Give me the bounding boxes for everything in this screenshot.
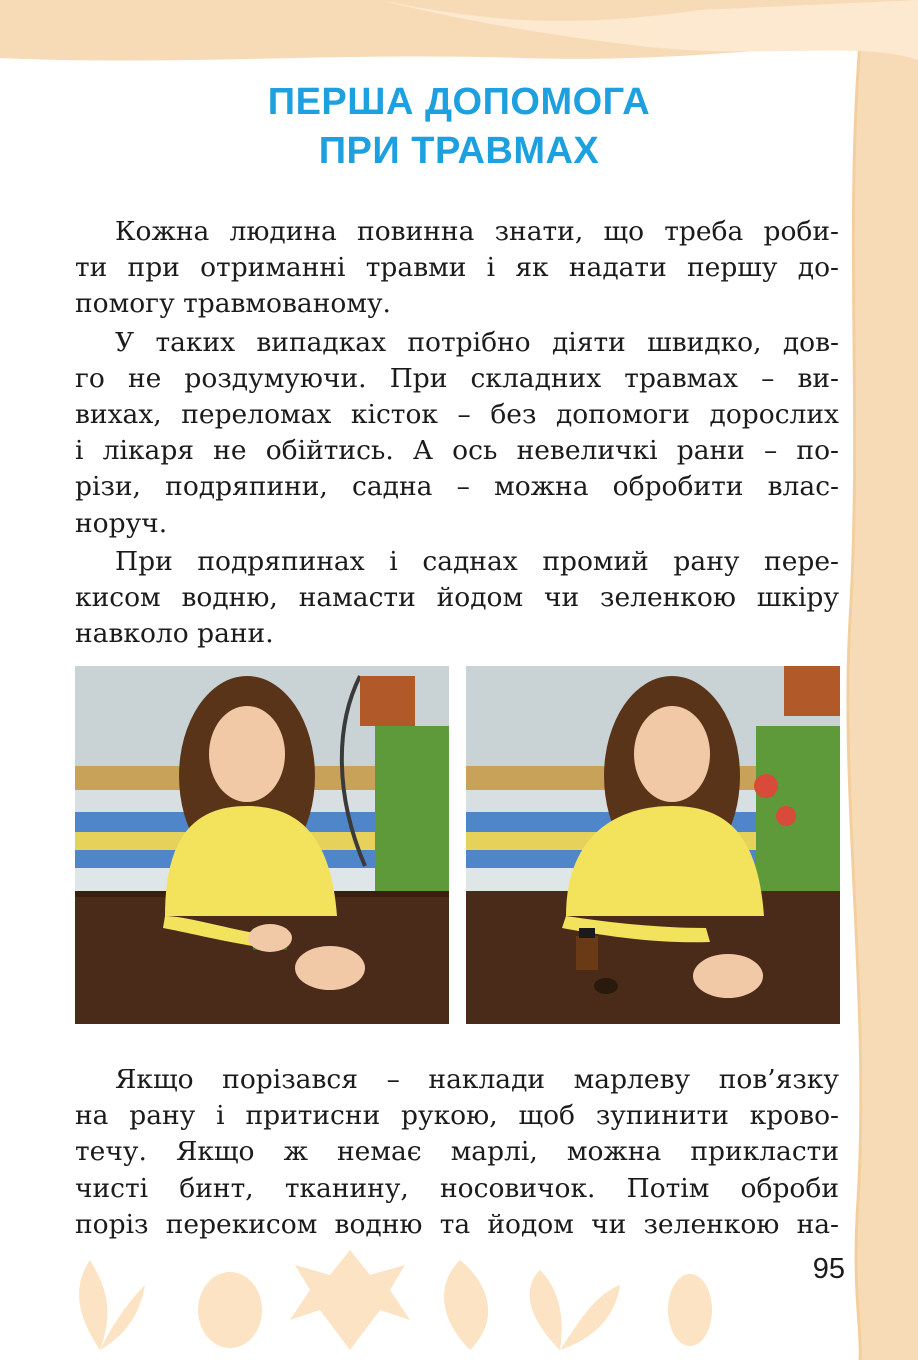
title-line-2: ПРИ ТРАВМАХ [318,130,600,172]
text-upper [75,214,839,654]
page-number: 95 [812,1253,845,1285]
page-title [0,78,918,176]
leaf-icon [79,1260,145,1350]
leaf-icon [668,1274,712,1346]
text-line: чисті бинт, тканину, носовичок. Потім оброби [75,1172,839,1204]
leaf-icon [444,1260,488,1350]
text-line: на рану і притисни рукою, щоб зупинити крово- [75,1100,839,1132]
title-line-1: ПЕРША ДОПОМОГА [267,81,651,123]
text-line: і лікаря не обійтись. А ось невеличкі рани – по- [75,435,839,467]
text-line: норуч. [75,507,168,539]
text-line: го не роздумуючи. При складних травмах – ви- [75,362,839,394]
text-line: При подряпинах і саднах промий рану пере- [115,545,839,577]
paragraph-2 [75,325,839,542]
text-line: поріз перекисом водню та йодом чи зеленкою на- [75,1208,839,1240]
text-line: ти при отриманні травми і як надати першу до- [75,252,839,284]
text-line: помогу травмованому. [75,288,391,320]
text-line: різи, подряпини, садна – можна обробити влас- [75,471,839,503]
text-line: Якщо порізався – наклади марлеву пов’язку [115,1064,839,1095]
leaf-icon [198,1272,262,1348]
paragraph-3 [75,544,839,653]
text-line: кисом водню, намасти йодом чи зеленкою шкіру [75,581,839,613]
text-line: навколо рани. [75,618,274,650]
text-line: Кожна людина повинна знати, що треба роби- [115,216,839,247]
paragraph-1 [75,214,839,323]
text-lower [75,1062,839,1245]
leaf-icon [530,1270,620,1350]
photo-girl-applying-iodine-1 [75,666,449,1024]
text-line: У таких випадках потрібно діяти швидко, дов- [115,326,839,358]
leaf-decoration [60,1240,760,1360]
leaf-icon [290,1250,410,1350]
photo-girl-applying-iodine-2 [466,666,840,1024]
text-line: вихах, переломах кісток – без допомоги дорослих [75,398,839,430]
paragraph-4 [75,1062,839,1243]
text-line: течу. Якщо ж немає марлі, можна прикласти [75,1136,839,1168]
